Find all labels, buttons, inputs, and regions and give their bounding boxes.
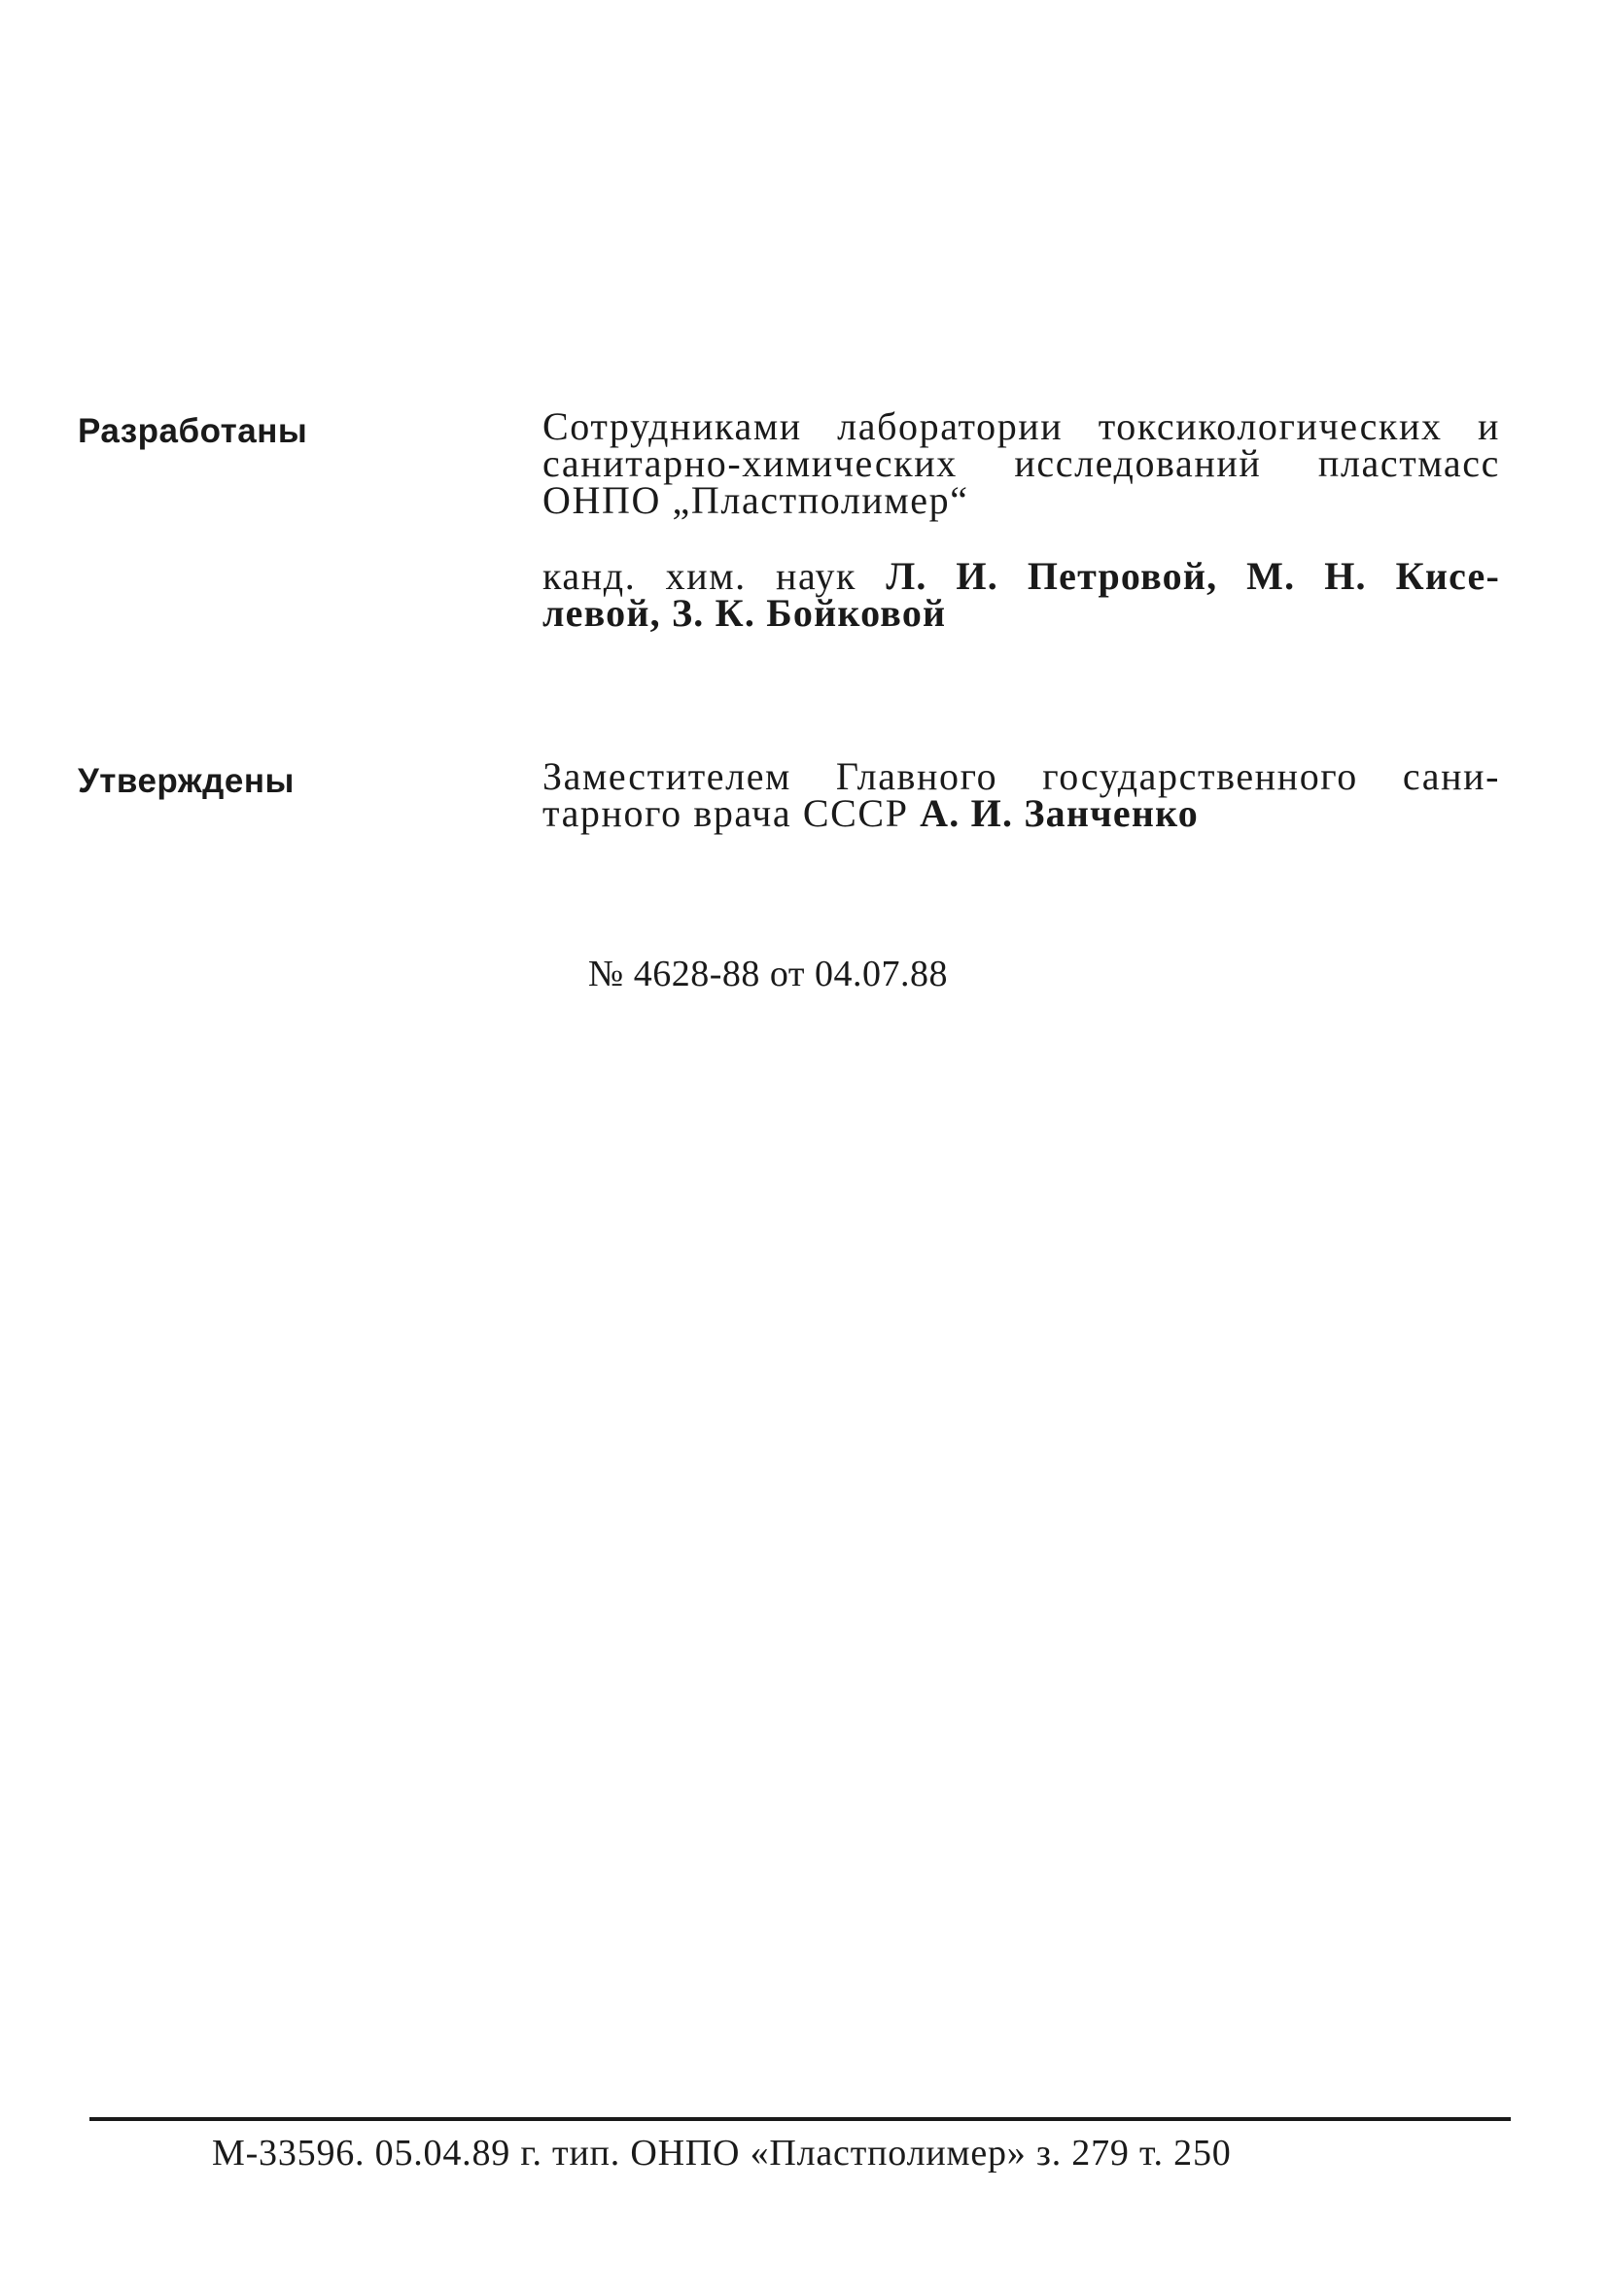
developed-authors [542, 554, 1500, 635]
approved-position: тарного врача СССР [542, 791, 909, 835]
approved-line-2 [542, 791, 1500, 835]
approved-label: Утверждены [78, 762, 295, 800]
approved-by [542, 754, 1500, 835]
authors-names-part-2: левой, З. К. Бойковой [542, 591, 947, 635]
printing-imprint: М-33596. 05.04.89 г. тип. ОНПО «Пластполимер» з. 279 т. 250 [212, 2133, 1232, 2174]
developed-org-line-3: ОНПО „Пластполимер“ [542, 478, 969, 522]
footer-divider [89, 2117, 1511, 2121]
developed-authors-line-1 [542, 554, 1500, 598]
approval-number: № 4628-88 от 04.07.88 [588, 954, 949, 994]
developed-label: Разработаны [78, 412, 308, 450]
developed-org-line-2: санитарно-химических исследований пластмасс [542, 441, 1500, 485]
authors-degree-prefix: канд. хим. наук [542, 554, 857, 598]
approved-name: А. И. Занченко [920, 791, 1199, 835]
approved-line-1: Заместителем Главного государственного сани- [542, 754, 1500, 798]
authors-names-part-1: Л. И. Петровой, М. Н. Кисе- [886, 554, 1500, 598]
developed-org-line-1: Сотрудниками лаборатории токсикологических и [542, 404, 1500, 448]
developed-organization [542, 404, 1500, 522]
